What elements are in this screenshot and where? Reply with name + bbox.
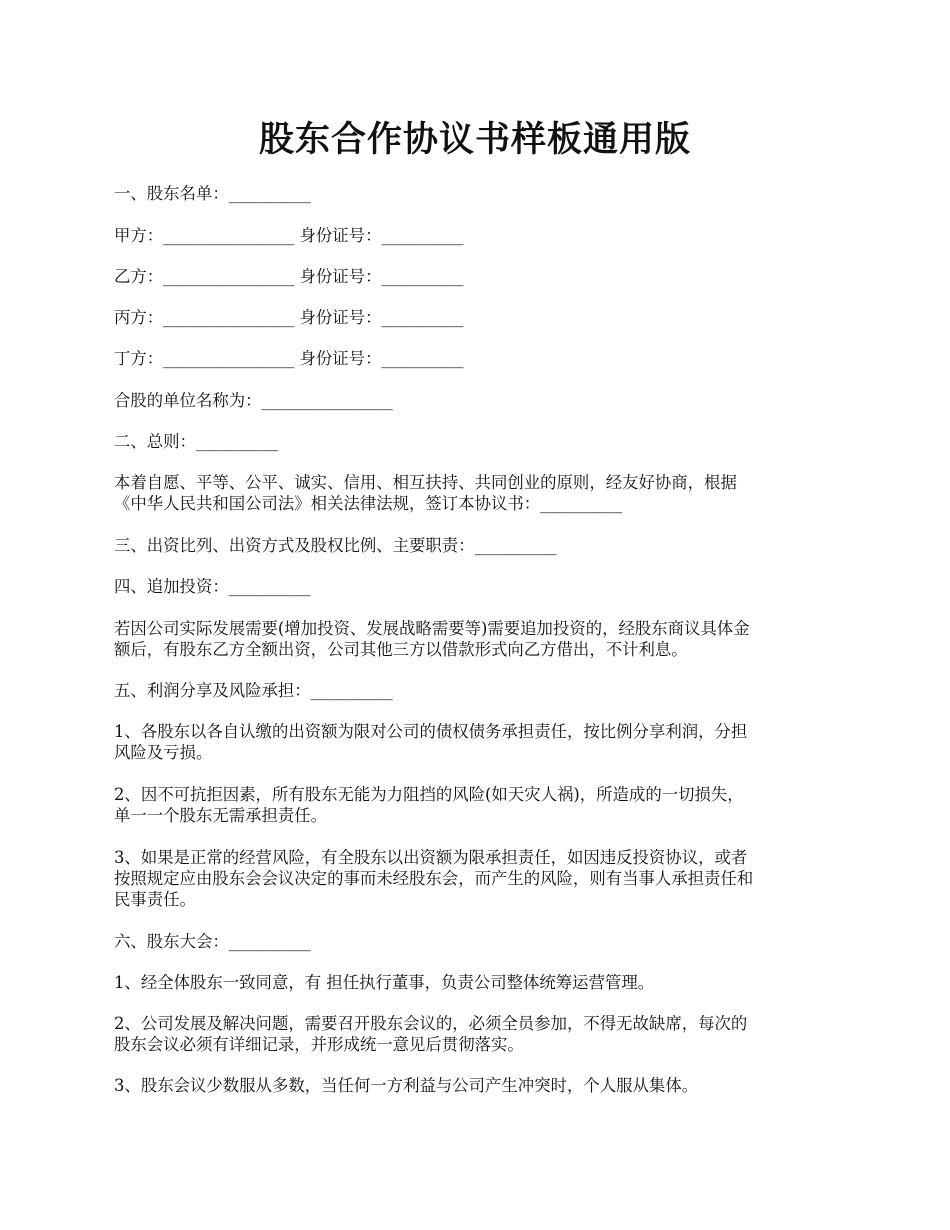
paragraph-line: 若因公司实际发展需要(增加投资、发展战略需要等)需要追加投资的，经股东商议具体金 (114, 619, 750, 638)
paragraph-line: 额后，有股东乙方全额出资，公司其他三方以借款形式向乙方借出，不计利息。 (114, 640, 688, 659)
clause-6-3: 3、股东会议少数服从多数，当任何一方利益与公司产生冲突时，个人服从集体。 (114, 1076, 699, 1095)
section-profit-risk: 五、利润分享及风险承担：__________ (114, 681, 393, 700)
paragraph-line: 2、公司发展及解决问题，需要召开股东会议的，必须全员参加，不得无故缺席，每次的 (114, 1014, 748, 1033)
document-title: 股东合作协议书样板通用版 (258, 119, 691, 160)
paragraph-line: 单一一个股东无需承担责任。 (114, 806, 328, 825)
investment-paragraph (114, 618, 844, 660)
section-shareholders-meeting: 六、股东大会：__________ (114, 932, 311, 951)
party-d-line: 丁方：________________ 身份证号：__________ (114, 349, 464, 368)
paragraph-line: 股东会议必须有详细记录，并形成统一意见后贯彻落实。 (114, 1035, 524, 1054)
company-name-line: 合股的单位名称为：________________ (114, 391, 393, 410)
paragraph-line: 1、各股东以各自认缴的出资额为限对公司的债权债务承担责任，按比例分享利润，分担 (114, 722, 748, 741)
paragraph-line: 3、如果是正常的经营风险，有全股东以出资额为限承担责任，如因违反投资协议，或者 (114, 848, 748, 867)
party-b-line: 乙方：________________ 身份证号：__________ (114, 267, 464, 286)
paragraph-line: 按照规定应由股东会会议决定的事而未经股东会，而产生的风险，则有当事人承担责任和 (114, 869, 754, 888)
clause-6-1: 1、经全体股东一致同意，有 担任执行董事，负责公司整体统筹运营管理。 (114, 973, 655, 992)
clause-5-1 (114, 721, 844, 763)
clause-5-2 (114, 784, 844, 826)
section-additional-investment: 四、追加投资：__________ (114, 577, 311, 596)
general-paragraph (114, 472, 844, 514)
paragraph-line: 风险及亏损。 (114, 743, 213, 762)
party-a-line: 甲方：________________ 身份证号：__________ (114, 226, 464, 245)
paragraph-line: 《中华人民共和国公司法》相关法律法规，签订本协议书：__________ (114, 494, 623, 513)
clause-6-2 (114, 1013, 844, 1055)
section-capital: 三、出资比列、出资方式及股权比例、主要职责：__________ (114, 536, 557, 555)
section-general: 二、总则：__________ (114, 432, 278, 451)
clause-5-3 (114, 847, 844, 910)
paragraph-line: 民事责任。 (114, 890, 196, 909)
party-c-line: 丙方：________________ 身份证号：__________ (114, 308, 464, 327)
section-shareholder-list: 一、股东名单：__________ (114, 184, 311, 203)
paragraph-line: 本着自愿、平等、公平、诚实、信用、相互扶持、共同创业的原则，经友好协商，根据 (114, 473, 737, 492)
paragraph-line: 2、因不可抗拒因素，所有股东无能为力阻挡的风险(如天灾人祸)，所造成的一切损失， (114, 785, 744, 804)
